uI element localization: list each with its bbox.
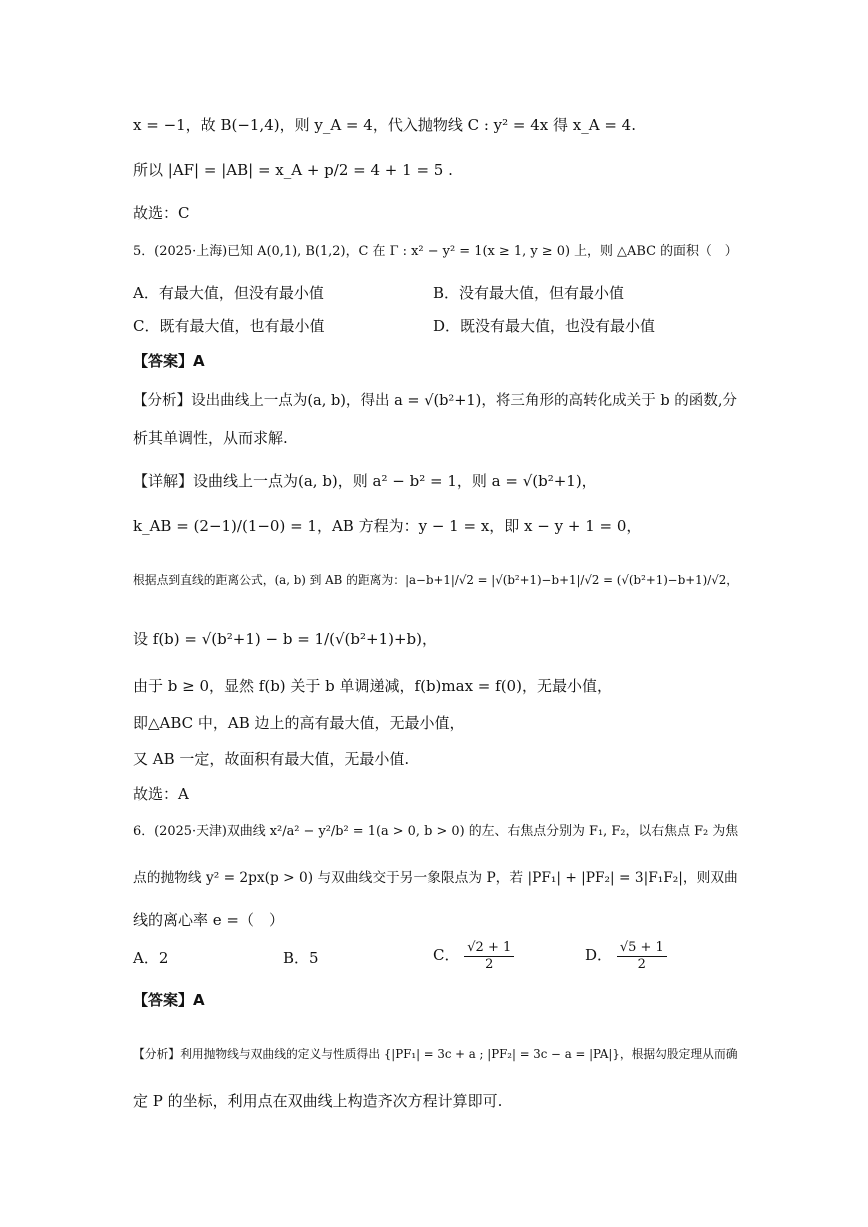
q5-detail-line-3: 根据点到直线的距离公式，(a, b) 到 AB 的距离为：|a−b+1|/√2 = |√(b²+1)−b+1|/√2 = (√(b²+1)−b+1)/√2， <box>133 573 739 587</box>
q5-detail-line-1: 【详解】设曲线上一点为(a, b)，则 a² − b² = 1，则 a = √(b²+1)， <box>133 472 597 490</box>
q6-answer: 【答案】A <box>133 991 205 1009</box>
q6-option-d: D． $\frac{√5 + 1}{2}$ <box>585 940 667 972</box>
q5-answer-choice: 故选：A <box>133 785 189 803</box>
question-5-stem: 5．(2025·上海)已知 A(0,1), B(1,2)，C 在 Γ : x² − y² = 1(x ≥ 1, y ≥ 0) 上，则 △ABC 的面积（ ） <box>133 244 738 259</box>
q5-option-d: D．既没有最大值，也没有最小值 <box>433 317 656 335</box>
q6-option-d-fraction: $\frac{√5 + 1}{2}$ <box>617 940 667 972</box>
answer-choice-line: 故选：C <box>133 204 190 222</box>
q6-option-c-fraction: $\frac{√2 + 1}{2}$ <box>464 940 514 972</box>
q5-option-c: C．既有最大值，也有最小值 <box>133 317 325 335</box>
q5-answer: 【答案】A <box>133 352 205 370</box>
q5-detail-line-4: 设 f(b) = √(b²+1) − b = 1/(√(b²+1)+b)， <box>133 630 437 648</box>
q6-analysis-line-1: 【分析】利用抛物线与双曲线的定义与性质得出 {|PF₁| = 3c + a ; |PF₂| = 3c − a = |PA|}，根据勾股定理从而确 <box>133 1047 738 1061</box>
q5-analysis-line-1: 【分析】设出曲线上一点为(a, b)，得出 a = √(b²+1)，将三角形的高转化成关于 b 的函数,分 <box>133 393 738 409</box>
question-6-stem-line-3: 线的离心率 e =（ ） <box>133 911 284 929</box>
q6-analysis-line-2: 定 P 的坐标，利用点在双曲线上构造齐次方程计算即可. <box>133 1092 503 1110</box>
question-6-stem-line-1: 6．(2025·天津)双曲线 x²/a² − y²/b² = 1(a > 0, b > 0) 的左、右焦点分别为 F₁, F₂，以右焦点 F₂ 为焦 <box>133 824 739 839</box>
q5-option-b: B．没有最大值，但有最小值 <box>433 284 625 302</box>
q6-option-a: A．2 <box>133 949 169 967</box>
text-line-1: x = −1，故 B(−1,4)，则 y_A = 4，代入抛物线 C : y² = 4x 得 x_A = 4. <box>133 116 636 134</box>
q5-detail-line-7: 又 AB 一定，故面积有最大值，无最小值. <box>133 750 410 768</box>
q6-option-b: B．5 <box>283 949 319 967</box>
q5-option-a: A．有最大值，但没有最小值 <box>133 284 324 302</box>
question-6-stem-line-2: 点的抛物线 y² = 2px(p > 0) 与双曲线交于另一象限点为 P，若 |PF₁| + |PF₂| = 3|F₁F₂|，则双曲 <box>133 870 738 886</box>
text-line-2: 所以 |AF| = |AB| = x_A + p/2 = 4 + 1 = 5 . <box>133 161 453 179</box>
q5-detail-line-5: 由于 b ≥ 0，显然 f(b) 关于 b 单调递减，f(b)max = f(0)，无最小值， <box>133 677 612 695</box>
q5-detail-line-2: k_AB = (2−1)/(1−0) = 1，AB 方程为：y − 1 = x，即 x − y + 1 = 0， <box>133 517 642 535</box>
q6-option-c: C． $\frac{√2 + 1}{2}$ <box>433 940 514 972</box>
q5-analysis-line-2: 析其单调性，从而求解. <box>133 429 288 447</box>
q5-detail-line-6: 即△ABC 中，AB 边上的高有最大值，无最小值， <box>133 714 465 732</box>
